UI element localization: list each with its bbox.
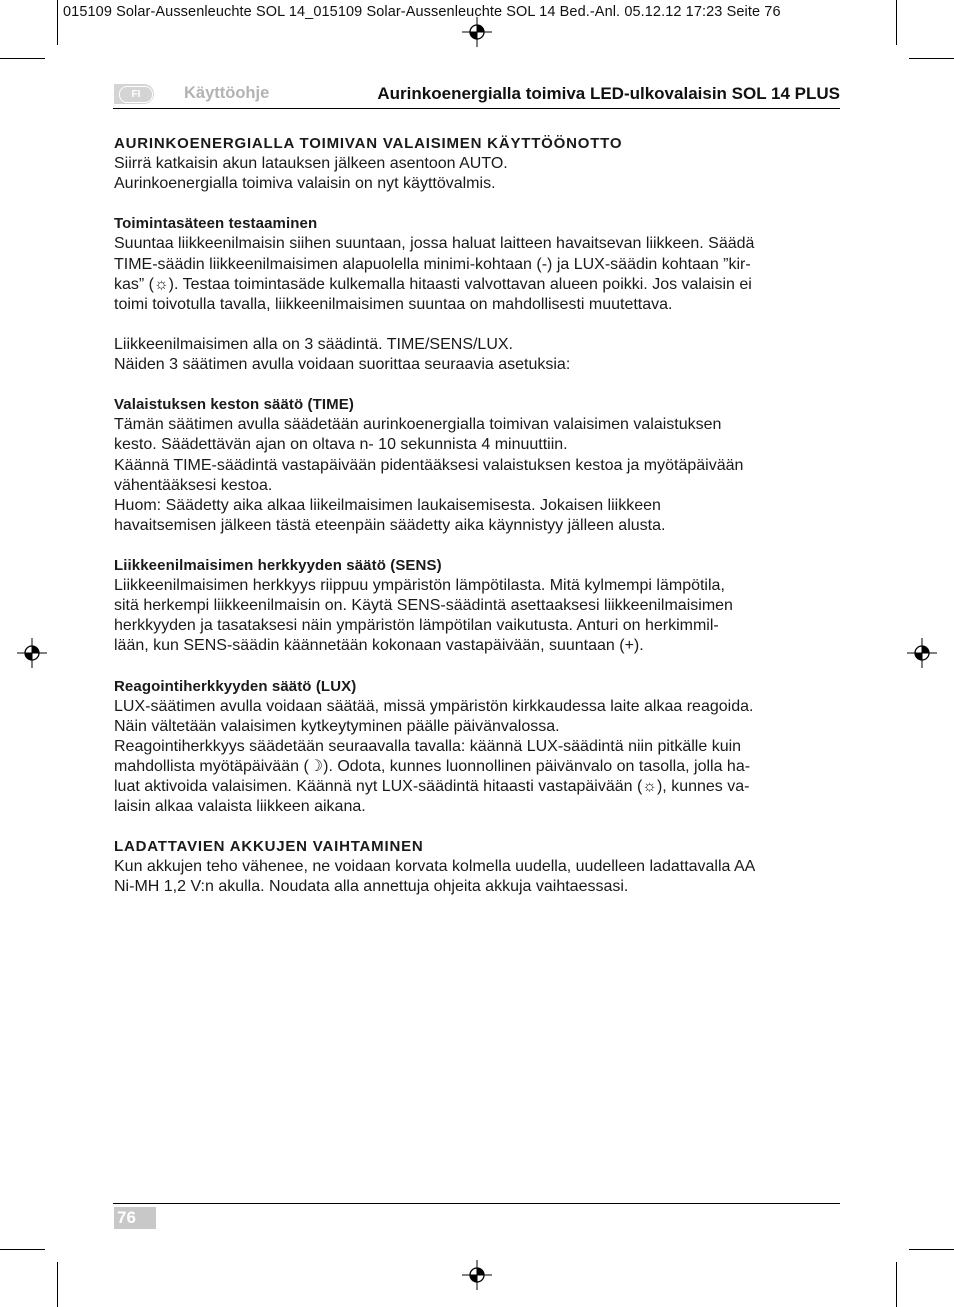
language-tab bbox=[114, 84, 154, 104]
text-line: laisin alkaa valaista liikkeen aikana. bbox=[114, 798, 366, 816]
section-controls-intro bbox=[114, 335, 844, 375]
text-line: Tämän säätimen avulla säädetään aurinkoenergialla toimivan valaisimen valaistuksen bbox=[114, 416, 722, 434]
text-line: Kun akkujen teho vähenee, ne voidaan korvata kolmella uudella, uudelleen ladattavalla AA bbox=[114, 858, 756, 876]
page-header bbox=[113, 82, 840, 109]
text-line: Liikkeenilmaisimen alla on 3 säädintä. TIME/SENS/LUX. bbox=[114, 335, 513, 353]
crop-mark-icon bbox=[0, 58, 45, 59]
text-line: Reagointiherkkyys säädetään seuraavalla tavalla: käännä LUX-säädintä niin pitkälle kuin bbox=[114, 737, 742, 755]
text-line: kas” (☼). Testaa toimintasäde kulkemalla hitaasti valvottavan alueen poikki. Jos valaisin ei bbox=[114, 275, 752, 293]
section-battery-replacement bbox=[114, 837, 844, 897]
crop-mark-icon bbox=[909, 1249, 954, 1250]
text-line: kesto. Säädettävän ajan on oltava n- 10 sekunnista 4 minuuttiin. bbox=[114, 436, 568, 454]
text-line: Siirrä katkaisin akun latauksen jälkeen asentoon AUTO. bbox=[114, 155, 508, 173]
registration-mark-icon bbox=[17, 638, 47, 668]
section-lux bbox=[114, 677, 844, 818]
section-range-test bbox=[114, 214, 844, 314]
text-line: Käännä TIME-säädintä vastapäivään pidentääksesi valaistuksen kestoa ja myötäpäivään bbox=[114, 456, 744, 474]
text-line: herkkyyden ja tasataksesi näin ympäristön lämpötilan vaikutusta. Anturi on herkimmil- bbox=[114, 617, 719, 635]
section-heading: LADATTAVIEN AKKUJEN VAIHTAMINEN bbox=[114, 838, 424, 856]
crop-mark-icon bbox=[57, 0, 58, 45]
text-line: Suuntaa liikkeenilmaisin siihen suuntaan, jossa haluat laitteen havaitsevan liikkeen. Säädä bbox=[114, 235, 755, 253]
crop-mark-icon bbox=[896, 1262, 897, 1307]
body-text bbox=[114, 134, 844, 918]
section-heading: Toimintasäteen testaaminen bbox=[114, 215, 318, 233]
crop-mark-icon bbox=[896, 0, 897, 45]
text-line: TIME-säädin liikkeenilmaisimen alapuolella minimi-kohtaan (-) ja LUX-säädin kohtaan ”kir- bbox=[114, 255, 751, 273]
text-line: Aurinkoenergialla toimiva valaisin on nyt käyttövalmis. bbox=[114, 175, 496, 193]
registration-mark-icon bbox=[462, 17, 492, 47]
crop-mark-icon bbox=[57, 1262, 58, 1307]
page-number: 76 bbox=[114, 1207, 156, 1229]
section-heading: Valaistuksen keston säätö (TIME) bbox=[114, 396, 354, 414]
section-label: Käyttöohje bbox=[184, 84, 270, 102]
language-code: FI bbox=[119, 86, 153, 103]
text-line: toimi toivotulla tavalla, liikkeenilmaisimen suuntaa on mahdollisesti muutettava. bbox=[114, 295, 673, 313]
text-line: mahdollista myötäpäivään (☽). Odota, kunnes luonnollinen päivänvalo on tasolla, jolla ha- bbox=[114, 757, 751, 775]
crop-mark-icon bbox=[909, 58, 954, 59]
page-title: Aurinkoenergialla toimiva LED-ulkovalaisin SOL 14 PLUS bbox=[377, 84, 840, 103]
text-line: Huom: Säädetty aika alkaa liikeilmaisimen laukaisemisesta. Jokaisen liikkeen bbox=[114, 496, 661, 514]
text-line: havaitsemisen jälkeen tästä eteenpäin säädetty aika käynnistyy jälleen alusta. bbox=[114, 516, 666, 534]
text-line: lään, kun SENS-säädin käännetään kokonaan vastapäivään, suuntaan (+). bbox=[114, 637, 644, 655]
section-startup bbox=[114, 134, 844, 194]
registration-mark-icon bbox=[907, 638, 937, 668]
section-sens bbox=[114, 556, 844, 656]
section-time bbox=[114, 395, 844, 536]
section-heading: Liikkeenilmaisimen herkkyyden säätö (SENS) bbox=[114, 556, 442, 574]
text-line: sitä herkempi liikkeenilmaisin on. Käytä SENS-säädintä asettaaksesi liikkeenilmaisimen bbox=[114, 597, 733, 615]
text-line: Liikkeenilmaisimen herkkyys riippuu ympäristön lämpötilasta. Mitä kylmempi lämpötila, bbox=[114, 577, 725, 595]
text-line: Näin vältetään valaisimen kytkeytyminen päälle päivänvalossa. bbox=[114, 717, 560, 735]
text-line: Ni-MH 1,2 V:n akulla. Noudata alla annettuja ohjeita akkuja vaihtaessasi. bbox=[114, 878, 629, 896]
section-heading: AURINKOENERGIALLA TOIMIVAN VALAISIMEN KÄYTTÖÖNOTTO bbox=[114, 135, 623, 152]
registration-mark-icon bbox=[462, 1260, 492, 1290]
print-slug: 015109 Solar-Aussenleuchte SOL 14_015109 Solar-Aussenleuchte SOL 14 Bed.-Anl. 05.12.12 17:23 Seite 76 bbox=[63, 4, 781, 20]
footer-divider bbox=[113, 1203, 840, 1204]
text-line: luat aktivoida valaisimen. Käännä nyt LUX-säädintä hitaasti vastapäivään (☼), kunnes va- bbox=[114, 778, 750, 795]
text-line: Näiden 3 säätimen avulla voidaan suorittaa seuraavia asetuksia: bbox=[114, 356, 571, 374]
text-line: LUX-säätimen avulla voidaan säätää, missä ympäristön kirkkaudessa laite alkaa reagoida. bbox=[114, 697, 754, 715]
crop-mark-icon bbox=[0, 1249, 45, 1250]
section-heading: Reagointiherkkyyden säätö (LUX) bbox=[114, 677, 357, 695]
text-line: vähentääksesi kestoa. bbox=[114, 476, 273, 494]
